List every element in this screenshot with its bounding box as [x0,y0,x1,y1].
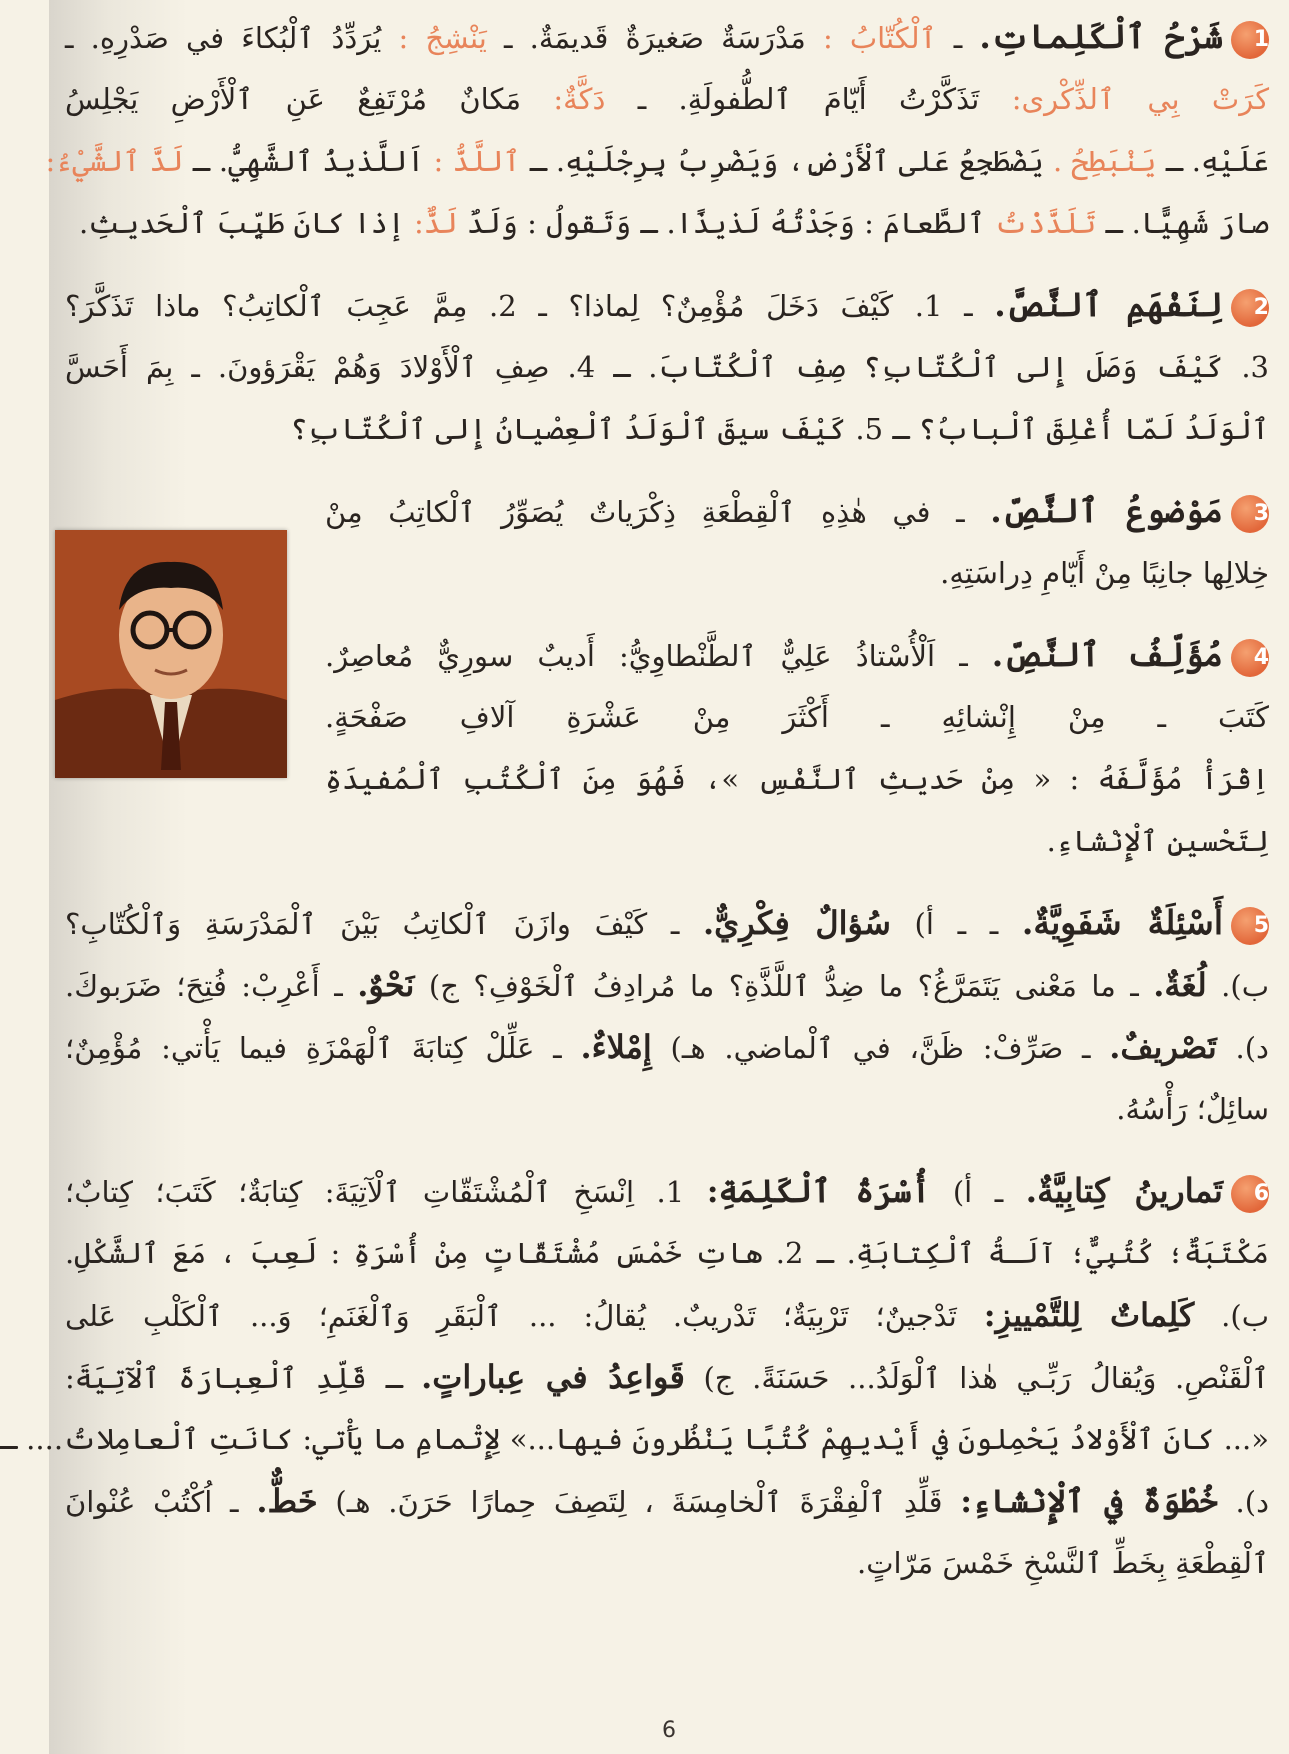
text-line [65,1470,1269,1532]
text-run: عَلَيْهِ. ـ [1156,144,1269,178]
section-heading: مَوْضوعُ ٱلنَّصِّ. [990,491,1224,530]
text-run: ـ صَرِّفْ: ظَنَّ، في ٱلْماضي. هـ) [651,1031,1110,1065]
subheading: تَصْريفٌ. [1109,1028,1217,1066]
text-run: ـ قَلِّدِ ٱلْعِبارَةَ ٱلْآتِيَةَ: [65,1361,422,1395]
text-run: اِقْرَأْ مُؤَلَّفَهُ : « مِنْ حَديثِ ٱلنَّفْسِ »، فَهُوَ مِنَ ٱلْكُتُبِ ٱلْمُفيدَةِ [325,762,1269,796]
text-run: ـ ما مَعْنى يَتَمَرَّغُ؟ ما ضِدُّ ٱللَّذَّةِ؟ ما مُرادِفُ ٱلْخَوْفِ؟ ج) [414,969,1154,1003]
text-run: ـ كَيْفَ وازَنَ ٱلْكاتِبُ بَيْنَ ٱلْمَدْرَسَةِ وَٱلْكُتّابِ؟ [65,907,703,941]
text-run: ـ عَلِّلْ كِتابَةَ ٱلْهَمْزَةِ فيما يَأْتي: مُؤْمِنٌ؛ [65,1031,581,1065]
text-run: مَكْتَبَةٌ؛ كُتُبِيٌّ؛ آلَـةُ ٱلْكِتابَةِ. ـ 2. هاتِ خَمْسَ مُشْتَقّاتٍ مِنْ أُسْرَةِ : لَعِبَ ، مَعَ ٱلشَّكْلِ. [65,1236,1269,1270]
text-line [65,398,1269,460]
text-run: 1. اِنْسَخِ ٱلْمُشْتَقّاتِ ٱلْآتِيَةَ: كِتابَةٌ؛ كَتَبَ؛ كِتابٌ؛ [65,1175,707,1209]
text-run: ـ أ) [930,1175,1026,1209]
subheading: قَواعِدُ في عِباراتٍ. [421,1358,685,1396]
text-run: د). [1217,1485,1269,1519]
text-run: ـ في هٰذِهِ ٱلْقِطْعَةِ ذِكْرَياتٌ يُصَوِّرُ ٱلْكاتِبُ مِنْ [325,495,991,529]
section-2 [65,274,1269,460]
text-line [65,1346,1269,1408]
text-run: سائِلٌ؛ رَأْسُهُ. [1116,1092,1269,1126]
section-heading: تَمارينُ كِتابِيَّةٌ. [1025,1171,1223,1210]
section-6 [0,1160,1269,1594]
text-run: مَدْرَسَةٌ صَغيرَةٌ قَديمَةٌ. ـ [486,21,823,55]
glossary-term: ٱللَّذُّ : [433,144,521,178]
section-heading: مُؤَلِّفُ ٱلنَّصِّ. [991,635,1223,674]
text-line [325,810,1269,872]
text-run: ٱلْقِطْعَةِ بِخَطِّ ٱلنَّسْخِ خَمْسَ مَرّاتٍ. [857,1546,1269,1580]
text-run: 3. كَيْفَ وَصَلَ إِلى ٱلْكُتّابِ؟ صِفِ ٱلْكُتّابَ. ـ 4. صِفِ ٱلْأَوْلادَ وَهُمْ يَقْرَؤونَ. ـ بِمَ أَحَسَّ [65,350,1269,384]
subheading: نَحْوٌ. [357,966,415,1004]
text-run: ب). [1194,1299,1269,1333]
text-run: ٱلطَّعامَ : وَجَدْتُهُ لَذيذًا. ـ وَتَقولُ : وَلَدٌ [457,206,995,240]
text-line [325,686,1269,748]
text-line [325,624,1269,686]
subheading: سُؤالٌ فِكْرِيٌّ. [703,904,891,942]
section-5 [65,892,1269,1140]
text-run: اَللَّذيذُ ٱلشَّهِيُّ. ـ [183,144,434,178]
glossary-term: ٱلْكُتّابُ : [822,21,937,55]
section-number-badge: 2 [1231,289,1269,327]
text-run: صارَ شَهِيًّا. ـ [1096,206,1269,240]
glossary-term: لَذٌّ: [413,206,458,240]
glossary-term: يَنْشِجُ : [398,21,487,55]
text-line [65,1532,1269,1594]
text-run: ـ اُكْتُبْ عُنْوانَ [65,1485,257,1519]
text-run: يَضْطَجِعُ عَلى ٱلْأَرْضِ، وَيَضْرِبُ بِرِجْلَيْهِ. ـ [520,144,1053,178]
text-run: لِتَحْسينِ ٱلْإِنْشاءِ. [1046,824,1269,858]
section-number-badge: 1 [1231,21,1269,59]
text-run: ـ 1. كَيْفَ دَخَلَ مُؤْمِنٌ؟ لِماذا؟ ـ 2. مِمَّ عَجِبَ ٱلْكاتِبُ؟ ماذا تَذَكَّرَ؟ [65,289,995,323]
section-number-badge: 5 [1231,907,1269,945]
page-content [0,6,1270,1594]
glossary-term: لَذَّ ٱلشَّيْءُ: [45,144,184,178]
text-run: ـ ـ أ) [890,907,1022,941]
subheading: خَطٌّ. [256,1482,318,1520]
section-heading: شَرْحُ ٱلْكَلِماتِ. [979,17,1223,56]
text-run: تَذَكَّرْتُ أَيّامَ ٱلطُّفولَةِ. ـ [605,82,1012,116]
glossary-term: كَرَتْ بِي ٱلذِّكْرى: [1011,82,1270,116]
text-line [65,68,1269,130]
text-run: د). [1216,1031,1269,1065]
text-run: كَتَبَ ـ مِنْ إِنْشائِهِ ـ أَكْثَرَ مِنْ عَشْرَةِ آلافِ صَفْحَةٍ. [325,700,1269,734]
text-line [65,274,1269,336]
section-number-badge: 4 [1231,639,1269,677]
section-number-badge: 6 [1231,1175,1269,1213]
subheading: إِمْلاءٌ. [580,1028,652,1066]
text-line [65,1078,1269,1140]
text-run: ـ اَلْأُسْتاذُ عَلِيٌّ ٱلطَّنْطاوِيُّ: أَديبٌ سورِيٌّ مُعاصِرٌ. [325,639,992,673]
text-run: ـ أَعْرِبْ: فُتِحَ؛ ضَرَبوكَ. [65,969,358,1003]
subheading: خُطْوَةٌ في ٱلْإِنْشاءِ: [960,1482,1218,1520]
section-number-badge: 3 [1231,495,1269,533]
text-line [65,6,1269,68]
text-run: ٱلْقَنْصِ. وَيُقالُ رَبِّـي هٰذا ٱلْوَلَدُ... حَسَنَةً. ج) [684,1361,1269,1395]
glossary-term: دَكَّةٌ: [553,82,606,116]
text-run: «... كانَ ٱلْأَوْلادُ يَحْمِلونَ في أَيْديهِمْ كُتُبًا يَنْظُرونَ فيها...» لِإِتْمامِ ما يَأْتي: كانَتِ ٱلْعامِلاتُ.... ـ [0,1422,1269,1456]
text-run: خِلالِها جانِبًا مِنْ أَيّامِ دِراسَتِهِ. [940,556,1269,590]
text-line [65,336,1269,398]
text-run: مَكانٌ مُرْتَفِعٌ عَنِ ٱلْأَرْضِ يَجْلِسُ [65,82,554,116]
text-line [325,542,1269,604]
text-run: يُرَدِّدُ ٱلْبُكاءَ في صَدْرِهِ. ـ [65,21,399,55]
text-line [325,748,1269,810]
text-run: تَدْجينٌ؛ تَرْبِيَةٌ؛ تَدْريبٌ. يُقالُ: ... ٱلْبَقَرِ وَٱلْغَنَمِ؛ وَ... ٱلْكَلْبِ عَلى [65,1299,984,1333]
glossary-term: يَنْبَطِحُ . [1052,144,1157,178]
text-run: ٱلْوَلَدُ لَمّا أُغْلِقَ ٱلْبابُ؟ ـ 5. كَيْفَ سيقَ ٱلْوَلَدُ ٱلْعِصْيانُ إِلى ٱلْكُتّابِ؟ [290,412,1269,446]
subheading: كَلِماتٌ لِلتَّمْييزِ: [983,1296,1195,1334]
text-run: إذا كانَ طَيِّبَ ٱلْحَديثِ. [78,206,414,240]
text-run: ـ [936,21,980,55]
author-portrait-icon [55,530,287,778]
subheading: لُغَةٌ. [1153,966,1207,1004]
page-number: 6 [662,1718,676,1743]
text-line [65,1016,1269,1078]
text-run: قَلِّدِ ٱلْفِقْرَةَ ٱلْخامِسَةَ ، لِتَصِفَ حِمارًا حَرَنَ. هـ) [317,1485,961,1519]
text-line [65,1160,1269,1222]
text-line [65,192,1269,254]
text-line [45,130,1269,192]
text-line [65,892,1269,954]
text-line [65,1222,1269,1284]
section-heading: لِنَفْهَمِ ٱلنَّصَّ. [994,285,1223,324]
section-1 [45,6,1270,254]
author-portrait-svg [55,530,287,778]
glossary-term: تَلَذَّذْتُ [994,206,1097,240]
subheading: أُسْرَةُ ٱلْكَلِمَةِ: [706,1172,931,1210]
section-heading: أَسْئِلَةٌ شَفَوِيَّةٌ. [1021,903,1223,942]
text-line [325,480,1269,542]
text-line [0,1408,1269,1470]
text-run: ب). [1206,969,1269,1003]
text-line [65,954,1269,1016]
text-line [65,1284,1269,1346]
